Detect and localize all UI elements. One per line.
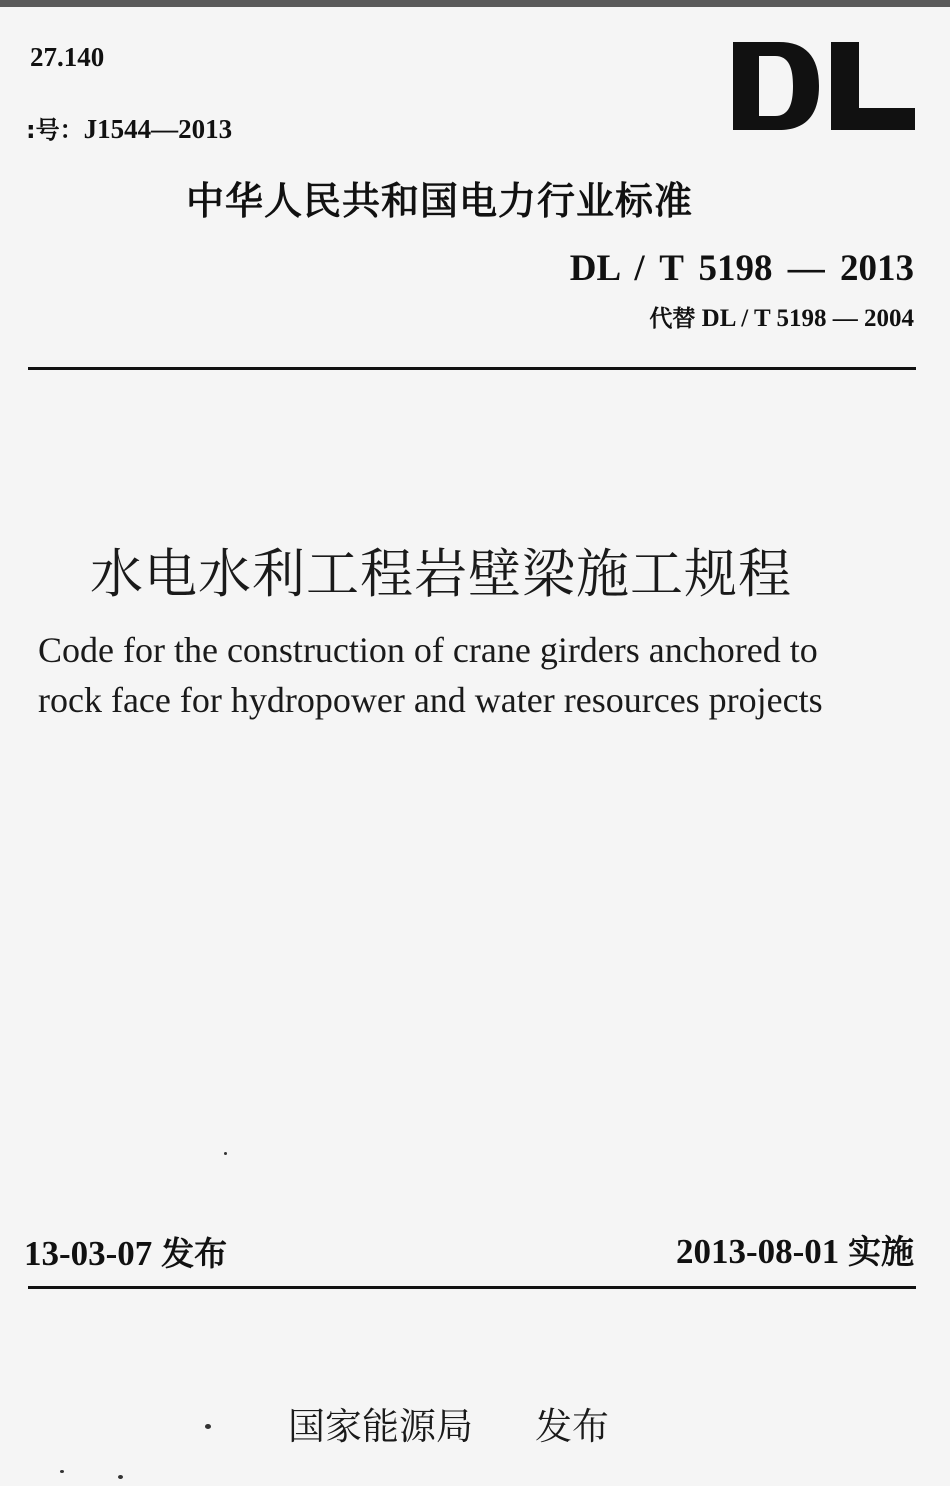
implement-label: 实施 <box>848 1232 914 1271</box>
scan-speck <box>60 1470 64 1473</box>
issue-date: 13-03-07 <box>24 1234 153 1273</box>
implement-date: 2013-08-01 <box>675 1232 840 1271</box>
scan-speck <box>118 1475 123 1479</box>
publisher-name: 国家能源局 <box>288 1405 473 1448</box>
dl-logo <box>733 42 915 130</box>
issue-label: 发布 <box>161 1234 228 1273</box>
scan-speck <box>224 1152 227 1155</box>
document-title-zh: 水电水利工程岩壁梁施工规程 <box>90 544 792 605</box>
title-en-line-1: Code for the construction of crane girders anchored to <box>38 630 818 670</box>
top-border <box>0 0 950 7</box>
issue-date-line <box>24 1228 227 1275</box>
record-label: :号： <box>26 116 84 144</box>
replaces-line <box>649 300 914 333</box>
title-en-line-2: rock face for hydropower and water resources projects <box>38 680 823 720</box>
replaces-number: DL / T 5198 — 2004 <box>701 305 914 332</box>
document-title-en <box>38 625 823 725</box>
replaces-label: 代替 <box>649 306 696 332</box>
ics-code: 27.140 <box>30 42 105 72</box>
record-number: J1544—2013 <box>83 114 233 144</box>
scan-speck <box>205 1424 211 1429</box>
implement-date-line <box>676 1226 914 1273</box>
record-number-line <box>26 110 232 145</box>
header-divider <box>28 367 916 370</box>
standard-number: DL / T 5198 — 2013 <box>569 248 914 289</box>
publisher-action: 发布 <box>535 1405 609 1448</box>
publisher-line <box>288 1396 609 1450</box>
footer-divider <box>28 1286 916 1289</box>
standard-category-title: 中华人民共和国电力行业标准 <box>186 179 694 223</box>
